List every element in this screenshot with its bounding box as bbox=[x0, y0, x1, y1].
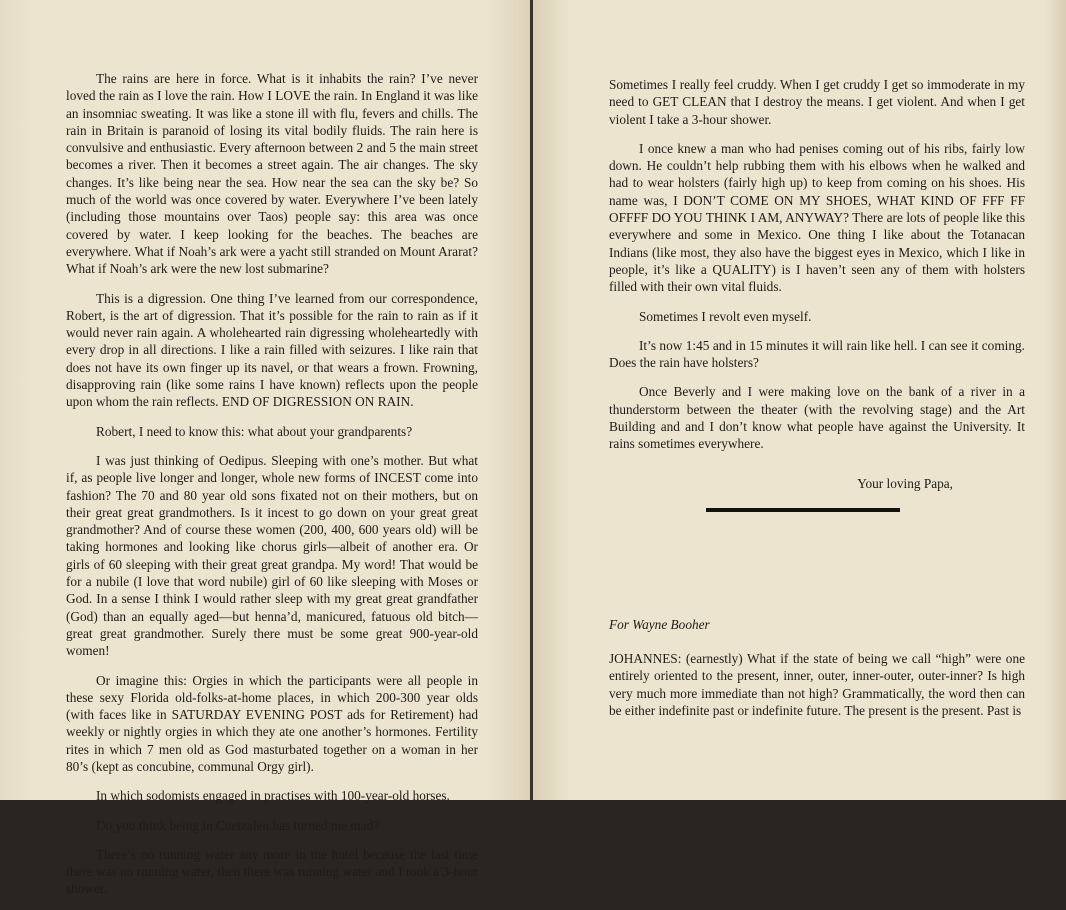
left-text-column bbox=[66, 70, 478, 910]
dialogue-paragraph: JOHANNES: (earnestly) What if the state of being we call “high” were one entirely oriented to the present, inner, outer, inner-outer, outer-inner? Is high very much more immediate than not high? Grammatically, the word then can be either indefinite past or indefinite future. The present is the present. Past is bbox=[609, 651, 1025, 718]
paragraph: Robert, I need to know this: what about your grandparents? bbox=[96, 423, 413, 439]
paragraph: I was just thinking of Oedipus. Sleeping with one’s mother. But what if, as people live longer and longer, whole new forms of INCEST come into fashion? The 70 and 80 year old sons fixated not on their mothers, but on their great great grandmothers. Is it incest to go down on your great great grandmother? And of course these women (200, 400, 600 years old) will be taking hormones and looking like chorus girls—albeit of another era. Or girls of 60 sleeping with their great great grandpa. My word! That would be for a nubile (I love that word nubile) girl of 60 like sleeping with Moses or God. In a sense I think I would rather sleep with my great great grandfather (God) than an equally aged—but henna’d, manicured, fatuous old bitch—great great grandmother. Surely there must be some great 900-year-old women! bbox=[66, 452, 478, 659]
paragraph: Sometimes I really feel cruddy. When I get cruddy I get so immoderate in my need to GET CLEAN that I destroy the means. I get violent. And when I get violent I take a 3-hour shower. bbox=[609, 77, 1025, 127]
paragraph: In which sodomists engaged in practises with 100-year-old horses. bbox=[96, 788, 450, 804]
section-divider bbox=[706, 508, 900, 512]
paragraph: Do you think being in Cuetzalen has turned me mad? bbox=[96, 817, 380, 833]
dedication: For Wayne Booher bbox=[609, 617, 710, 632]
paragraph: The rains are here in force. What is it inhabits the rain? I’ve never loved the rain as I love the rain. How I LOVE the rain. In England it was like an insomniac sweating. It was like a stone ill with flu, fevers and chills. The rain in Britain is paranoid of losing its vital bodily fluids. The rain here is convulsive and enthusiastic. Every afternoon between 2 and 5 the main street becomes a river. Then it becomes a street again. The air changes. The sky changes. It’s like being near the sea. How near the sea can the sky be? So much of the world was once covered by water. Everywhere I’ve been lately (including those mountains over Taos) people say: this area was once covered by water. I keep looking for the beaches. The beaches are everywhere. What if Noah’s ark were a yacht still stranded on Mount Ararat? What if Noah’s ark were the new lost submarine? bbox=[66, 71, 478, 277]
left-page bbox=[0, 0, 530, 897]
right-page bbox=[533, 0, 1066, 800]
paragraph: There’s no running water any more in the hotel because the last time there was no running water, then there was running water and I took a 3-hour shower. bbox=[66, 846, 478, 897]
paragraph: I once knew a man who had penises coming out of his ribs, fairly low down. He couldn’t help rubbing them with his elbows when he walked and had to wear holsters (fairly high up) to keep from coming on his shoes. His name was, I DON’T COME ON MY SHOES, WHAT KIND OF FFF FF OFFFF DO YOU THINK I AM, ANYWAY? There are lots of people like this everywhere and some in Mexico. One thing I like about the Totanacan Indians (like most, they also have the biggest eyes in Mexico, which I like in people, it’s like a QUALITY) is I haven’t seen any of them with holsters filled with their own vital fluids. bbox=[609, 140, 1025, 295]
signature: Your loving Papa, bbox=[857, 475, 953, 491]
paragraph: It’s now 1:45 and in 15 minutes it will rain like hell. I can see it coming. Does the rain have holsters? bbox=[609, 337, 1025, 371]
paragraph: Once Beverly and I were making love on the bank of a river in a thunderstorm between the theater (with the revolving stage) and the Art Building and and I don’t know what people have against the University. It rains sometimes everywhere. bbox=[609, 384, 1025, 452]
paragraph: Sometimes I revolt even myself. bbox=[639, 308, 812, 324]
paragraph: This is a digression. One thing I’ve learned from our correspondence, Robert, is the art of digression. That it’s possible for the rain to rain as if it would never rain again. A wholehearted rain digressing wholeheartedly with every drop in all directions. I like a rain filled with seizures. I like rain that does not have its own finger up its navel, or that wears a frown. Frowning, disapproving rain (like some rains I have known) reflects upon the people upon whom the rain reflects. END OF DIGRESSION ON RAIN. bbox=[66, 290, 478, 410]
paragraph: Or imagine this: Orgies in which the participants were all people in these sexy Florida old-folks-at-home places, in which 200-300 year olds (with faces like in SATURDAY EVENING POST ads for Retirement) had weekly or nightly orgies in which they ate one another’s hormones. Fertility rites in which 7 men old as God masturbated together on a woman in her 80’s (kept as concubine, communal Orgy girl). bbox=[66, 672, 478, 774]
right-text-column bbox=[609, 76, 1025, 492]
